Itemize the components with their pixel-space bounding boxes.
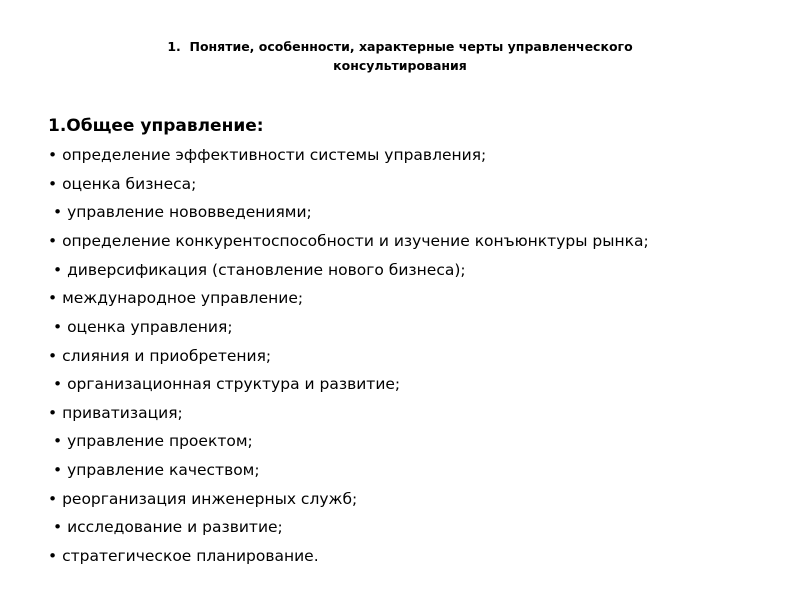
bullet-list [48, 141, 778, 570]
slide-title-number: 1. [167, 39, 181, 54]
bullet-item: • оценка управления; [53, 317, 233, 336]
bullet-item: • управление качеством; [53, 460, 260, 479]
bullet-item: • управление проектом; [53, 432, 253, 451]
bullet-item: • определение эффективности системы управления; [48, 146, 487, 164]
slide-content [48, 112, 778, 570]
bullet-item: • организационная структура и развитие; [53, 375, 401, 394]
bullet-item: • определение конкурентоспособности и изучение конъюнктуры рынка; [48, 231, 649, 250]
bullet-item: • реорганизация инженерных служб; [48, 489, 358, 508]
bullet-item: • управление нововведениями; [53, 203, 312, 222]
slide-title-line-1 [120, 37, 680, 56]
bullet-item: • оценка бизнеса; [48, 174, 197, 193]
bullet-item: • исследование и развитие; [53, 518, 283, 537]
bullet-item: • стратегическое планирование. [48, 546, 319, 565]
slide-title [120, 37, 680, 75]
slide-title-text: Понятие, особенности, характерные черты управленческого [189, 39, 633, 54]
bullet-item: • приватизация; [48, 403, 183, 422]
bullet-item: • диверсификация (становление нового бизнеса); [53, 260, 466, 279]
bullet-item: • международное управление; [48, 289, 304, 308]
bullet-item: • слияния и приобретения; [48, 346, 272, 365]
slide-title-line-2: консультирования [333, 58, 467, 73]
section-heading: 1.Общее управление: [48, 116, 264, 136]
